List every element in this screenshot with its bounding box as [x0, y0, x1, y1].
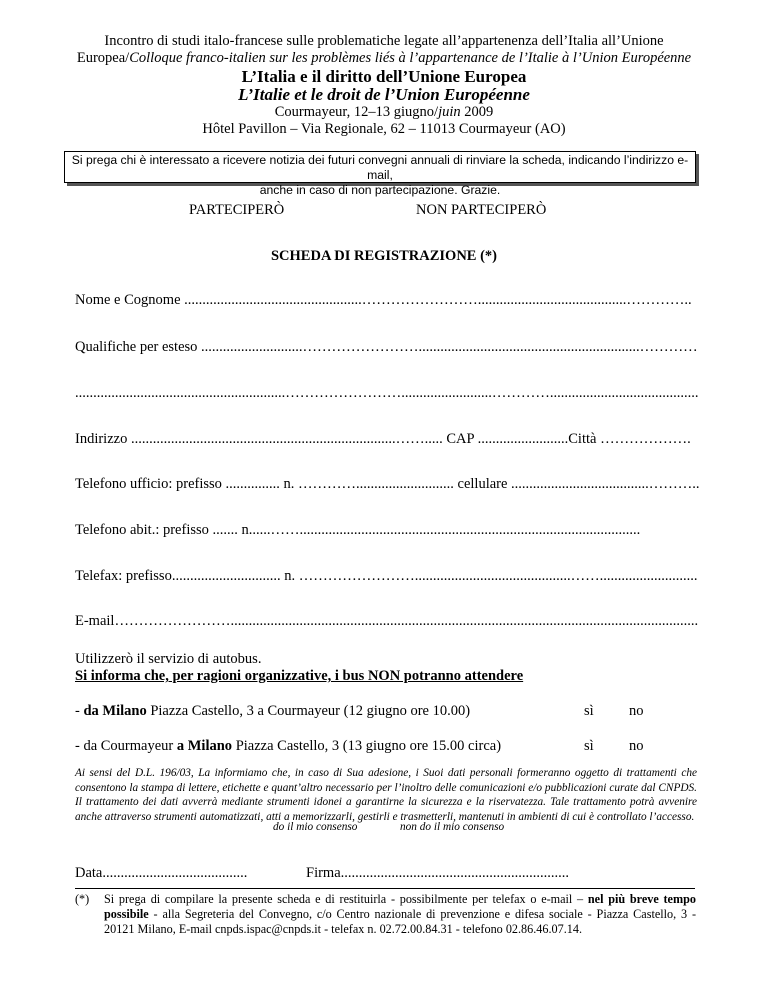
option-participate[interactable]: PARTECIPERÒ — [189, 202, 285, 218]
trip-2-yes[interactable]: sì — [584, 738, 594, 754]
footnote-text — [104, 892, 696, 937]
field-email[interactable]: E-mail……………………................................................................................................................................. — [75, 613, 699, 629]
bus-trip-1 — [75, 703, 470, 720]
title-french: L’Italie et le droit de l’Union Européenne — [238, 85, 530, 104]
header-line-2-regular: Europea/ — [76, 50, 130, 66]
event-venue: Hôtel Pavillon – Via Regionale, 62 – 11013 Courmayeur (AO) — [202, 121, 566, 137]
dates-year: 2009 — [460, 104, 494, 120]
notice-line-2: anche in caso di non partecipazione. Grazie. — [259, 183, 501, 197]
field-date[interactable]: Data........................................ — [75, 865, 248, 881]
footnote-marker: (*) — [75, 892, 90, 906]
trip-2-no[interactable]: no — [629, 738, 644, 754]
form-title: SCHEDA DI REGISTRAZIONE (*) — [270, 248, 497, 264]
notice-line-1: Si prega chi è interessato a ricevere notizia dei futuri convegni annuali di rinviare la scheda, indicando l’indirizzo e-mail, — [71, 153, 689, 182]
trip-2-prefix: - da Courmayeur — [75, 738, 177, 754]
footnote-divider — [75, 888, 695, 889]
field-office-phone[interactable]: Telefono ufficio: prefisso ............... n. …………........................... cellulare ......................................……….. — [75, 476, 700, 492]
no-consent-option[interactable]: non do il mio consenso — [400, 821, 505, 833]
trip-2-bold: a Milano — [176, 738, 233, 754]
field-signature[interactable]: Firma............................................................... — [306, 865, 570, 881]
footnote-text-before: Si prega di compilare la presente scheda e di restituirla - possibilmente per telefax o e-mail – — [104, 892, 588, 906]
trip-1-yes[interactable]: sì — [584, 703, 594, 719]
bus-trip-2 — [75, 738, 501, 755]
trip-1-prefix: - — [75, 703, 84, 719]
header-line-2-italic: Colloque franco-italien sur les problèmes liés à l’appartenance de l’Italie à l’Union Européenne — [129, 50, 692, 66]
field-qualifications-continued[interactable]: ..........................................................…………………….........................…………......................................... — [75, 385, 699, 401]
header-line-2 — [0, 50, 768, 67]
consent-option[interactable]: do il mio consenso — [273, 821, 358, 833]
bus-intro: Utilizzerò il servizio di autobus. — [75, 651, 262, 667]
trip-1-no[interactable]: no — [629, 703, 644, 719]
title-italian: L’Italia e il diritto dell’Unione Europea — [241, 67, 527, 86]
event-dates — [0, 104, 768, 121]
trip-1-bold: da Milano — [83, 703, 147, 719]
field-qualifications[interactable]: Qualifiche per esteso ............................…………………….............................................................………… — [75, 339, 698, 355]
notice-box — [64, 151, 696, 197]
field-name[interactable]: Nome e Cognome .................................................…………………….........................................………….. — [75, 292, 692, 308]
field-fax[interactable]: Telefax: prefisso.............................. n. ……………………...........................................……........................... — [75, 568, 698, 584]
dates-regular: Courmayeur, 12–13 giugno/ — [274, 104, 439, 120]
option-not-participate[interactable]: NON PARTECIPERÒ — [416, 202, 547, 218]
trip-2-rest: Piazza Castello, 3 (13 giugno ore 15.00 circa) — [232, 738, 502, 754]
field-home-phone[interactable]: Telefono abit.: prefisso ....... n......…….............................................................................................. — [75, 522, 641, 538]
header-line-1: Incontro di studi italo-francese sulle problematiche legate all’appartenenza dell’Italia all’Unione — [104, 33, 664, 49]
footnote-text-after: - alla Segreteria del Convegno, c/o Centro nazionale di prevenzione e difesa sociale - Piazza Castello, 3 - 20121 Milano, E-mail cnpds.ispac@cnpds.it - telefax n. 02.72.00.84.31 - telefono 02.86.46.07.14. — [104, 907, 696, 936]
trip-1-rest: Piazza Castello, 3 a Courmayeur (12 giugno ore 10.00) — [146, 703, 471, 719]
privacy-notice: Ai sensi del D.L. 196/03, La informiamo che, in caso di Sua adesione, i Suoi dati personali formeranno oggetto di trattamenti che consentono la stampa di lettere, etichette e quant’altro necessario per l’inoltro delle comunicazioni e/o pubblicazioni curate dal CNPDS. Il trattamento dei dati avverrà mediante strumenti idonei a garantirne la sicurezza e la riservatezza. Tale trattamento potrà avvenire anche attraverso strumenti automatizzati, atti a memorizzarli, gestirli e trasmetterli, mantenuti in ambienti di cui è controllato l’accesso. — [75, 767, 697, 823]
field-address[interactable]: Indirizzo .........................................................................……..... CAP .........................Città ………………. — [75, 431, 691, 447]
footnote-text-bold: nel più breve tempo possibile — [104, 892, 696, 921]
dates-italic: juin — [438, 104, 461, 120]
bus-warning: Si informa che, per ragioni organizzative, i bus NON potranno attendere — [75, 668, 524, 684]
